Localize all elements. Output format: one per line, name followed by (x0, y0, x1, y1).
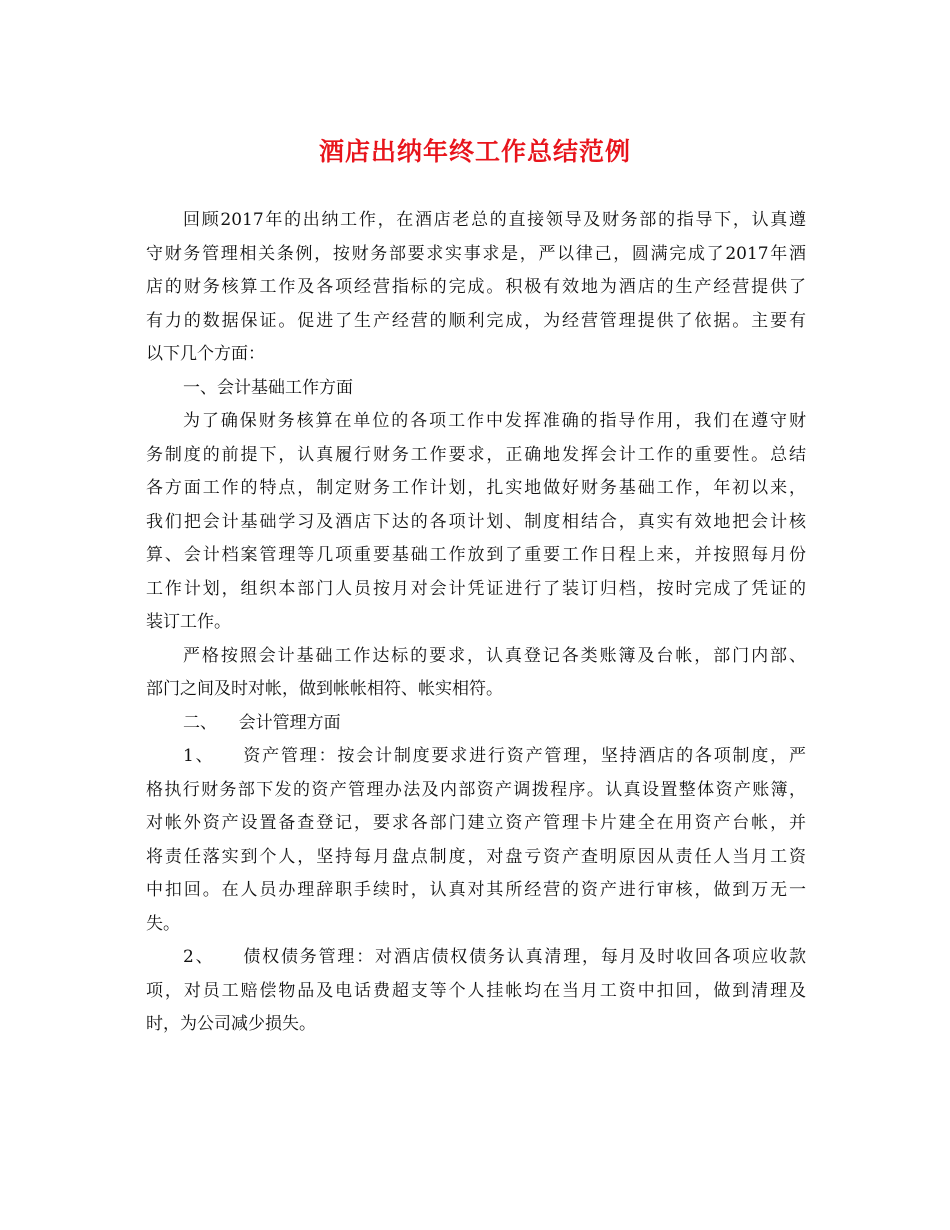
paragraph-line: 将责任落实到个人，坚持每月盘点制度，对盘亏资产查明原因从责任人当月工资 (146, 846, 806, 867)
paragraph-line: 务制度的前提下，认真履行财务工作要求，正确地发挥会计工作的重要性。总结 (146, 444, 806, 465)
section-heading: 一、会计基础工作方面 (183, 377, 353, 398)
paragraph-line: 格执行财务部下发的资产管理办法及内部资产调拨程序。认真设置整体资产账簿， (146, 779, 806, 800)
document-title: 酒店出纳年终工作总结范例 (318, 137, 631, 166)
paragraph-line: 装订工作。 (146, 612, 231, 632)
paragraph-line: 1、 资产管理：按会计制度要求进行资产管理，坚持酒店的各项制度，严 (183, 746, 806, 766)
paragraph-line: 时，为公司减少损失。 (146, 1014, 316, 1034)
paragraph-line: 失。 (146, 913, 180, 934)
paragraph-line: 工作计划，组织本部门人员按月对会计凭证进行了装订归档，按时完成了凭证的 (146, 578, 806, 599)
document-body (146, 204, 806, 1042)
section-heading: 二、 会计管理方面 (183, 712, 341, 733)
paragraph-line: 各方面工作的特点，制定财务工作计划，扎实地做好财务基础工作，年初以来， (146, 478, 806, 498)
paragraph-line: 以下几个方面： (146, 344, 265, 364)
paragraph-line: 对帐外资产设置备查登记，要求各部门建立资产管理卡片建全在用资产台帐，并 (146, 813, 806, 833)
paragraph-line: 守财务管理相关条例，按财务部要求实事求是，严以律己，圆满完成了2017年酒 (146, 243, 806, 264)
paragraph-line: 店的财务核算工作及各项经营指标的完成。积极有效地为酒店的生产经营提供了 (146, 277, 806, 297)
paragraph-line: 严格按照会计基础工作达标的要求，认真登记各类账簿及台帐，部门内部、 (183, 645, 806, 666)
paragraph-line: 有力的数据保证。促进了生产经营的顺利完成，为经营管理提供了依据。主要有 (146, 310, 806, 331)
paragraph-line: 部门之间及时对帐，做到帐帐相符、帐实相符。 (146, 679, 503, 699)
paragraph-line: 我们把会计基础学习及酒店下达的各项计划、制度相结合，真实有效地把会计核 (146, 511, 806, 532)
paragraph-line: 中扣回。在人员办理辞职手续时，认真对其所经营的资产进行审核，做到万无一 (146, 880, 806, 900)
paragraph-line: 2、 债权债务管理：对酒店债权债务认真清理，每月及时收回各项应收款 (183, 947, 806, 967)
paragraph-line: 为了确保财务核算在单位的各项工作中发挥准确的指导作用，我们在遵守财 (183, 411, 806, 431)
paragraph-line: 回顾2017年的出纳工作，在酒店老总的直接领导及财务部的指导下，认真遵 (183, 210, 806, 230)
paragraph-line: 算、会计档案管理等几项重要基础工作放到了重要工作日程上来，并按照每月份 (146, 545, 806, 565)
paragraph-line: 项，对员工赔偿物品及电话费超支等个人挂帐均在当月工资中扣回，做到清理及 (146, 980, 806, 1001)
